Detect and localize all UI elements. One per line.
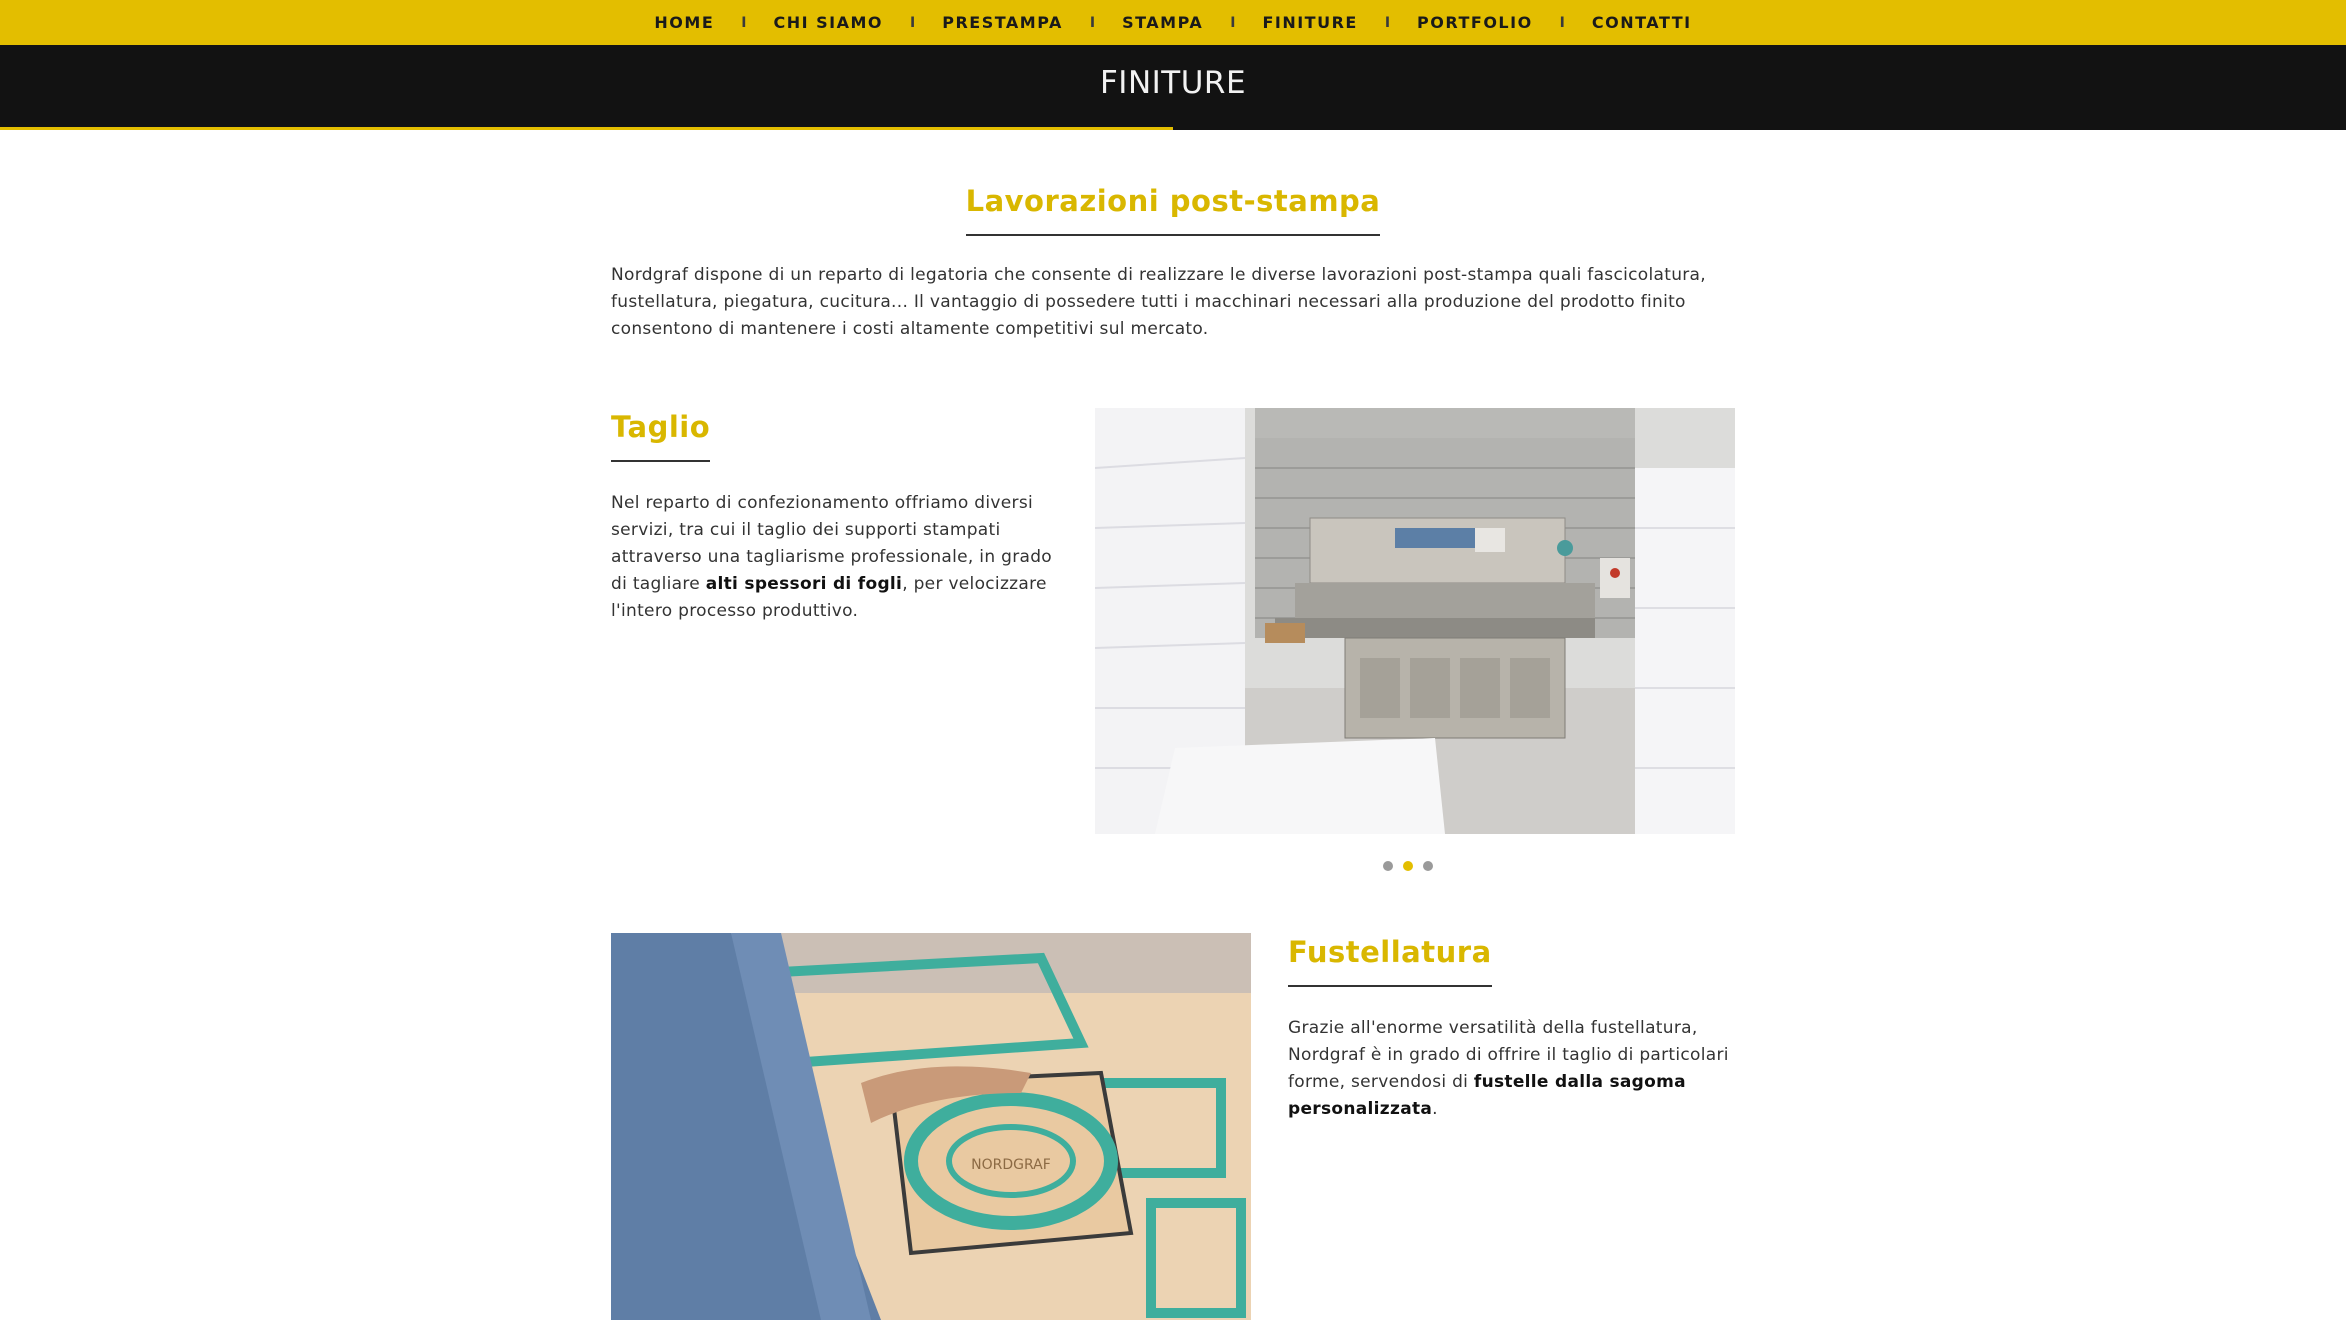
carousel-dot[interactable]	[1423, 861, 1433, 871]
board-label: NORDGRAF	[971, 1157, 1051, 1173]
fustellatura-block	[1288, 935, 1738, 1123]
nav-portfolio[interactable]: PORTFOLIO	[1417, 13, 1533, 32]
section-title: Lavorazioni post-stampa	[966, 184, 1381, 236]
nav-separator: I	[1089, 14, 1096, 31]
nav-contatti[interactable]: CONTATTI	[1591, 13, 1692, 32]
nav-home[interactable]: HOME	[654, 13, 715, 32]
fustellatura-highlight: fustelle dalla sagoma personalizzata	[1288, 1072, 1686, 1119]
carousel-pagination	[1383, 861, 1433, 871]
taglio-block	[611, 410, 1061, 625]
page-title: FINITURE	[1099, 65, 1247, 101]
nav-stampa[interactable]: STAMPA	[1122, 13, 1204, 32]
scroll-progress-bar	[0, 127, 1173, 130]
top-navigation	[0, 0, 2346, 45]
taglio-text: Nel reparto di confezionamento offriamo diversi servizi, tra cui il taglio dei supporti stampati attraverso una tagliarisme professionale, in grado di tagliare alti spessori di fogli, per velocizzare l'intero processo produttivo.	[611, 493, 1052, 621]
fustellatura-title: Fustellatura	[1288, 935, 1492, 987]
section-intro: Nordgraf dispone di un reparto di legatoria che consente di realizzare le diverse lavorazioni post-stampa quali fascicolatura, fustellatura, piegatura, cucitura... Il vantaggio di possedere tutti i macchinari necessari alla produzione del prodotto finito consentono di mantenere i costi altamente competitivi sul mercato.	[611, 265, 1706, 339]
cutting-machine-illustration	[1095, 408, 1735, 834]
page-title-bar	[0, 45, 2346, 130]
nav-separator: I	[1230, 14, 1236, 31]
nav-separator: I	[910, 14, 916, 31]
nav-finiture[interactable]: FINITURE	[1262, 13, 1358, 32]
taglio-highlight: alti spessori di fogli	[705, 574, 903, 594]
carousel-dot[interactable]	[1383, 861, 1393, 871]
nav-separator: I	[1559, 14, 1565, 31]
fustellatura-text: Grazie all'enorme versatilità della fustellatura, Nordgraf è in grado di offrire il taglio di particolari forme, servendosi di fustelle dalla sagoma personalizzata.	[1288, 1018, 1729, 1119]
section-heading	[0, 184, 2346, 236]
nav-separator: I	[1384, 14, 1391, 31]
die-cutting-photo[interactable]	[611, 933, 1251, 1320]
carousel-dot[interactable]	[1403, 861, 1413, 871]
die-cutting-illustration	[611, 933, 1251, 1320]
taglio-title: Taglio	[611, 410, 710, 462]
nav-chi-siamo[interactable]: CHI SIAMO	[773, 13, 884, 32]
nav-prestampa[interactable]: PRESTAMPA	[942, 13, 1063, 32]
cutting-machine-photo[interactable]	[1095, 408, 1735, 834]
nav-separator: I	[741, 14, 747, 31]
